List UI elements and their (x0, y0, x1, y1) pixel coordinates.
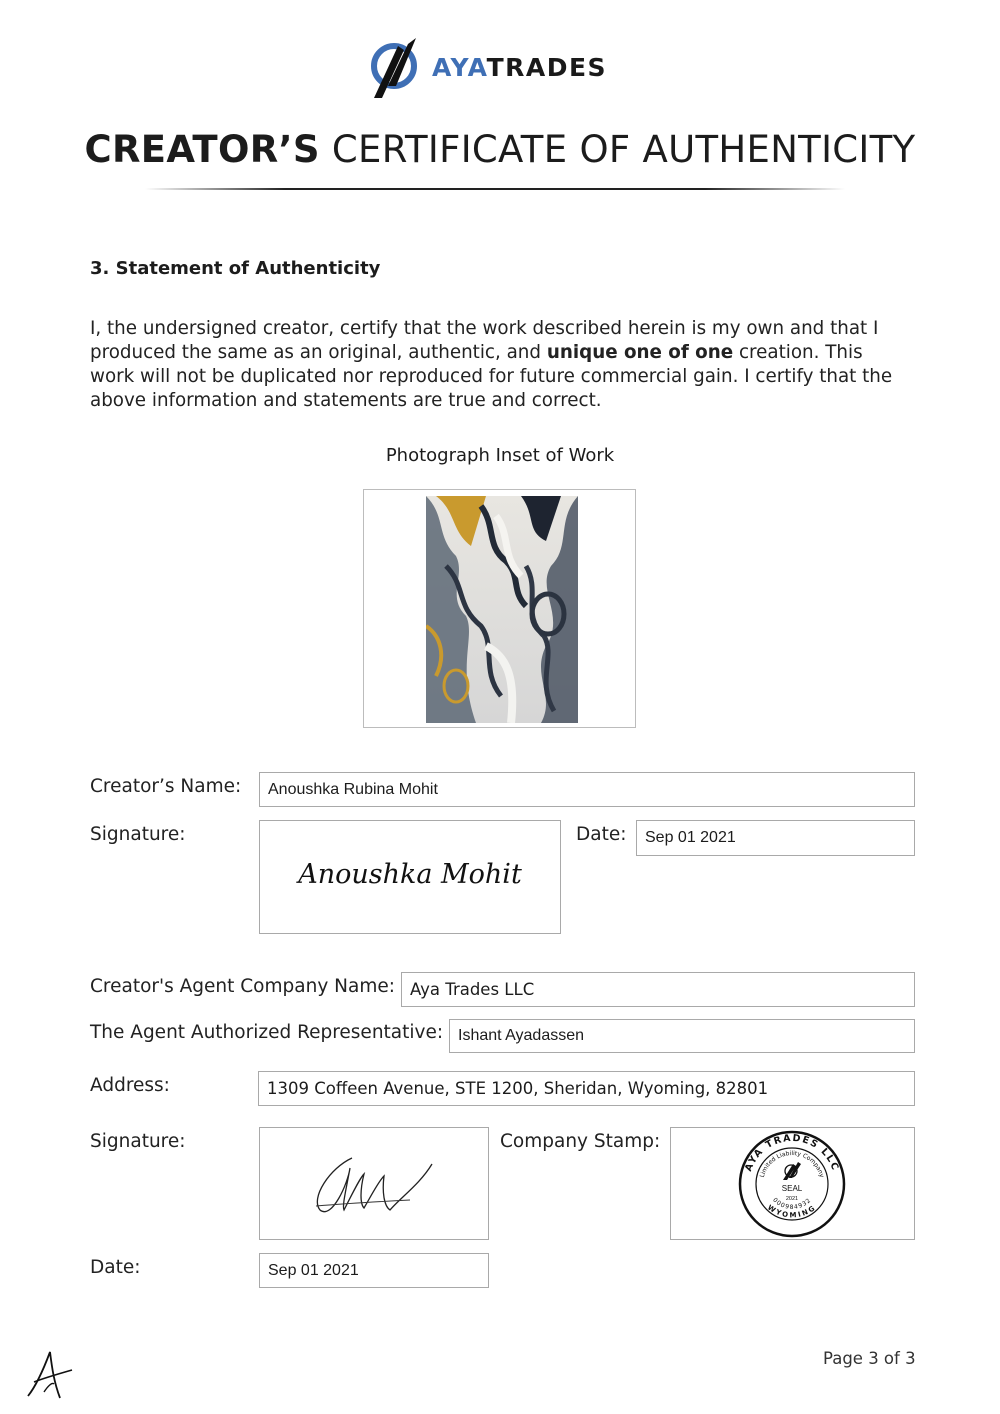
agent-company-label: Creator's Agent Company Name: (90, 976, 395, 997)
title-divider (145, 188, 845, 190)
creator-name-field[interactable]: Anoushka Rubina Mohit (259, 772, 915, 807)
page-title (0, 128, 1000, 171)
title-bold: CREATOR’S (84, 128, 320, 171)
svg-text:Limited Liability Company: Limited Liability Company (758, 1149, 826, 1179)
creator-signature-text: Anoushka Mohit (298, 859, 522, 890)
logo-wordmark: AYATRADES (432, 53, 608, 82)
agent-rep-label: The Agent Authorized Representative: (90, 1022, 444, 1043)
agent-company-field[interactable]: Aya Trades LLC (401, 972, 915, 1007)
creator-name-label: Creator’s Name: (90, 776, 242, 797)
title-rest: CERTIFICATE OF AUTHENTICITY (319, 128, 916, 171)
agent-signature-label: Signature: (90, 1131, 186, 1152)
address-field[interactable]: 1309 Coffeen Avenue, STE 1200, Sheridan, Wyoming, 82801 (258, 1071, 915, 1106)
artwork-photo (426, 496, 578, 723)
svg-text:WYOMING: WYOMING (766, 1203, 818, 1220)
svg-text:000984932: 000984932 (771, 1196, 813, 1211)
agent-date-label: Date: (90, 1257, 141, 1278)
svg-text:2021: 2021 (785, 1196, 799, 1202)
creator-signature-box[interactable] (259, 820, 561, 934)
company-seal-stamp (671, 1128, 914, 1239)
creator-date-field[interactable]: Sep 01 2021 (636, 820, 915, 856)
company-logo (368, 36, 638, 102)
statement-paragraph: I, the undersigned creator, certify that the work described herein is my own and that I produced the same as an original, authentic, and unique one of one creation. This work will not be duplicated nor reproduced for future commercial gain. I certify that the above information and statements are true and correct. (90, 318, 893, 411)
company-stamp-label: Company Stamp: (500, 1131, 661, 1152)
address-label: Address: (90, 1075, 170, 1096)
agent-rep-field[interactable]: Ishant Ayadassen (449, 1019, 915, 1053)
svg-text:AYA TRADES LLC: AYA TRADES LLC (743, 1132, 841, 1173)
svg-text:SEAL: SEAL (781, 1184, 803, 1193)
creator-signature-label: Signature: (90, 824, 186, 845)
photo-inset-label: Photograph Inset of Work (385, 445, 615, 466)
agent-signature-drawing (260, 1128, 488, 1239)
agent-date-field[interactable]: Sep 01 2021 (259, 1253, 489, 1288)
page-number: Page 3 of 3 (823, 1349, 916, 1368)
agent-signature-box[interactable] (259, 1127, 489, 1240)
creator-date-label: Date: (576, 824, 627, 845)
section-heading: 3. Statement of Authenticity (90, 258, 381, 279)
aya-logo-icon (368, 36, 424, 102)
footer-signature-mark (24, 1346, 76, 1402)
company-stamp-box (670, 1127, 915, 1240)
